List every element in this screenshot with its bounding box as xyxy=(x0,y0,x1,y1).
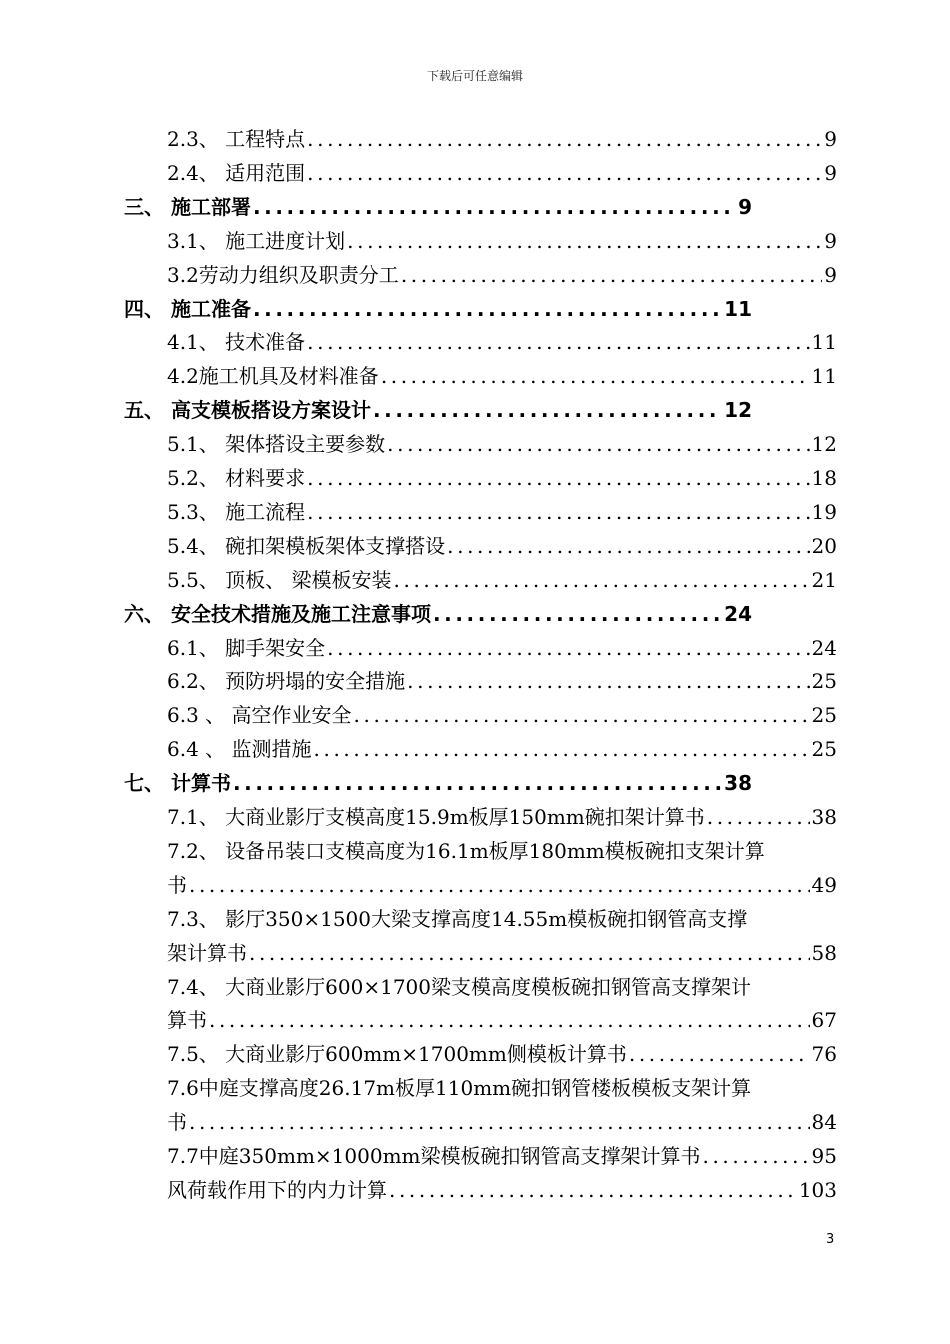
toc-leader-dots xyxy=(209,1005,810,1035)
toc-entry-page: 9 xyxy=(824,127,837,151)
toc-entry-page: 49 xyxy=(811,872,837,897)
toc-line xyxy=(124,294,752,324)
toc-leader-dots xyxy=(307,124,822,154)
toc-entry-label: 5.4、 碗扣架模板架体支撑搭设 xyxy=(167,533,446,558)
toc-leader-dots xyxy=(189,870,810,900)
toc-leader-dots xyxy=(253,294,722,324)
toc-entry-label: 2.4、 适用范围 xyxy=(167,160,306,185)
toc-entry[interactable] xyxy=(0,1107,950,1141)
toc-line xyxy=(167,938,837,968)
toc-leader-dots xyxy=(354,700,810,730)
toc-line xyxy=(167,1073,837,1103)
toc-entry[interactable] xyxy=(0,633,950,667)
toc-entry-page: 11 xyxy=(724,296,752,321)
toc-leader-dots xyxy=(307,497,809,527)
toc-entry-page: 103 xyxy=(798,1177,837,1202)
toc-leader-dots xyxy=(447,531,809,561)
toc-line xyxy=(167,429,837,459)
toc-entry-label: 六、 安全技术措施及施工注意事项 xyxy=(124,601,431,626)
toc-entry-label: 书 xyxy=(167,872,187,897)
toc-entry-label: 4.2施工机具及材料准备 xyxy=(167,364,379,389)
toc-leader-dots xyxy=(389,1175,797,1205)
toc-entry-page: 18 xyxy=(811,466,837,490)
toc-entry-page: 19 xyxy=(811,499,837,524)
toc-line xyxy=(167,870,837,900)
toc-entry-page: 95 xyxy=(811,1144,837,1168)
toc-entry[interactable] xyxy=(0,700,950,734)
toc-line xyxy=(167,666,837,696)
toc-leader-dots xyxy=(307,327,809,357)
toc-entry[interactable] xyxy=(0,836,950,870)
toc-entry[interactable] xyxy=(0,463,950,497)
toc-line xyxy=(167,972,837,1002)
toc-entry[interactable] xyxy=(0,870,950,904)
toc-entry-label: 7.4、 大商业影厅600×1700梁支模高度模板碗扣钢管高支撑架计 xyxy=(167,974,751,999)
toc-entry-page: 25 xyxy=(811,703,837,728)
toc-entry[interactable] xyxy=(0,1005,950,1039)
toc-entry-label: 三、 施工部署 xyxy=(124,194,251,219)
toc-leader-dots xyxy=(189,1107,810,1137)
toc-entry[interactable] xyxy=(0,1039,950,1073)
toc-entry[interactable] xyxy=(0,1141,950,1175)
toc-line xyxy=(124,395,752,425)
page-number: 3 xyxy=(826,1232,835,1247)
toc-line xyxy=(167,226,837,256)
toc-entry-label: 五、 高支模板搭设方案设计 xyxy=(124,398,371,423)
toc-entry-page: 67 xyxy=(811,1008,837,1033)
toc-entry-label: 5.5、 顶板、 梁模板安装 xyxy=(167,567,392,592)
toc-entry-label: 6.2、 预防坍塌的安全措施 xyxy=(167,669,406,694)
toc-line xyxy=(167,158,837,188)
toc-entry-page: 76 xyxy=(811,1042,837,1067)
toc-line xyxy=(167,327,837,357)
toc-line xyxy=(167,497,837,527)
toc-line xyxy=(167,836,837,866)
toc-entry-label: 3.1、 施工进度计划 xyxy=(167,228,346,253)
toc-entry-label: 4.1、 技术准备 xyxy=(167,330,306,355)
page-header: 下载后可任意编辑 xyxy=(426,69,523,83)
toc-entry[interactable] xyxy=(0,734,950,768)
toc-leader-dots xyxy=(394,565,810,595)
toc-line xyxy=(167,802,837,832)
toc-entry-label: 5.3、 施工流程 xyxy=(167,499,306,524)
toc-line xyxy=(167,260,837,290)
toc-entry-page: 9 xyxy=(738,194,752,219)
toc-entry[interactable] xyxy=(0,768,950,802)
toc-leader-dots xyxy=(307,463,809,493)
toc-leader-dots xyxy=(233,768,722,798)
toc-leader-dots xyxy=(249,938,810,968)
toc-line xyxy=(167,1107,837,1137)
toc-entry-label: 7.7中庭350mm×1000mm梁模板碗扣钢管高支撑架计算书 xyxy=(167,1144,701,1168)
toc-entry[interactable] xyxy=(0,395,950,429)
toc-leader-dots xyxy=(327,633,809,663)
toc-line xyxy=(167,463,837,493)
toc-line xyxy=(124,599,752,629)
toc-line xyxy=(167,1175,837,1205)
toc-entry-page: 9 xyxy=(824,160,837,185)
toc-entry-page: 25 xyxy=(811,737,837,762)
toc-line xyxy=(167,700,837,730)
toc-entry[interactable] xyxy=(0,599,950,633)
toc-entry[interactable] xyxy=(0,361,950,395)
toc-entry-page: 24 xyxy=(724,601,752,626)
toc-entry-label: 七、 计算书 xyxy=(124,771,231,796)
toc-entry[interactable] xyxy=(0,565,950,599)
toc-entry-page: 25 xyxy=(811,669,837,694)
toc-entry-page: 21 xyxy=(811,567,837,592)
toc-entry-page: 11 xyxy=(811,330,837,355)
toc-line xyxy=(167,1005,837,1035)
toc-entry-label: 架计算书 xyxy=(167,940,247,965)
toc-line xyxy=(167,734,837,764)
toc-entry-label: 6.3 、 高空作业安全 xyxy=(167,703,352,728)
toc-entry[interactable] xyxy=(0,1073,950,1107)
toc-entry-label: 7.2、 设备吊装口支模高度为16.1m板厚180mm模板碗扣支架计算 xyxy=(167,838,765,863)
toc-entry-page: 20 xyxy=(811,533,837,558)
toc-leader-dots xyxy=(314,734,810,764)
toc-leader-dots xyxy=(401,260,822,290)
toc-entry-label: 7.6中庭支撑高度26.17m板厚110mm碗扣钢管楼板模板支架计算 xyxy=(167,1076,752,1101)
toc-entry-label: 5.2、 材料要求 xyxy=(167,466,306,490)
toc-line xyxy=(167,361,837,391)
toc-entry-label: 5.1、 架体搭设主要参数 xyxy=(167,432,386,457)
toc-entry[interactable] xyxy=(0,1175,950,1209)
toc-leader-dots xyxy=(381,361,810,391)
toc-entry[interactable] xyxy=(0,124,950,158)
toc-line xyxy=(167,531,837,561)
toc-entry-page: 38 xyxy=(724,771,752,796)
toc-entry-label: 7.5、 大商业影厅600mm×1700mm侧模板计算书 xyxy=(167,1042,627,1067)
toc-entry[interactable] xyxy=(0,260,950,294)
toc-leader-dots xyxy=(433,599,722,629)
toc-entry[interactable] xyxy=(0,158,950,192)
toc-leader-dots xyxy=(347,226,822,256)
toc-leader-dots xyxy=(307,158,822,188)
toc-entry[interactable] xyxy=(0,294,950,328)
toc-leader-dots xyxy=(373,395,722,425)
toc-entry-label: 书 xyxy=(167,1110,187,1135)
toc-entry[interactable] xyxy=(0,327,950,361)
toc-line xyxy=(124,192,752,222)
toc-entry[interactable] xyxy=(0,666,950,700)
toc-entry-page: 12 xyxy=(724,398,752,423)
toc-entry[interactable] xyxy=(0,531,950,565)
toc-entry-label: 算书 xyxy=(167,1008,207,1033)
toc-entry-page: 12 xyxy=(811,432,837,457)
toc-entry-page: 9 xyxy=(824,262,837,287)
toc-leader-dots xyxy=(387,429,809,459)
toc-entry[interactable] xyxy=(0,429,950,463)
toc-entry-page: 24 xyxy=(811,635,837,660)
toc-entry[interactable] xyxy=(0,497,950,531)
toc-leader-dots xyxy=(703,1141,810,1171)
toc-line xyxy=(167,633,837,663)
toc-entry-label: 7.1、 大商业影厅支模高度15.9m板厚150mm碗扣架计算书 xyxy=(167,805,705,829)
toc-entry-label: 3.2劳动力组织及职责分工 xyxy=(167,262,399,287)
toc-entry-label: 6.4 、 监测措施 xyxy=(167,737,312,762)
toc-line xyxy=(124,768,752,798)
toc-leader-dots xyxy=(707,802,810,832)
toc-line xyxy=(167,124,837,154)
toc-entry[interactable] xyxy=(0,972,950,1006)
toc-line xyxy=(167,565,837,595)
toc-entry-page: 84 xyxy=(811,1110,837,1135)
toc-entry-page: 9 xyxy=(824,228,837,253)
toc-entry-label: 2.3、 工程特点 xyxy=(167,127,306,151)
toc-entry-label: 7.3、 影厅350×1500大梁支撑高度14.55m模板碗扣钢管高支撑 xyxy=(167,906,748,931)
toc-entry[interactable] xyxy=(0,938,950,972)
toc-line xyxy=(167,1141,837,1171)
toc-line xyxy=(167,1039,837,1069)
toc-entry-label: 风荷载作用下的内力计算 xyxy=(167,1177,387,1202)
toc-entry-label: 6.1、 脚手架安全 xyxy=(167,635,326,660)
toc-entry-page: 11 xyxy=(811,364,837,389)
toc-entry[interactable] xyxy=(0,226,950,260)
toc-leader-dots xyxy=(629,1039,810,1069)
toc-entry-label: 四、 施工准备 xyxy=(124,296,251,321)
toc-leader-dots xyxy=(253,192,736,222)
toc-entry[interactable] xyxy=(0,802,950,836)
toc-entry[interactable] xyxy=(0,904,950,938)
toc-leader-dots xyxy=(407,666,809,696)
toc-entry-page: 58 xyxy=(811,940,837,965)
toc-entry[interactable] xyxy=(0,192,950,226)
toc-entry-page: 38 xyxy=(811,805,837,829)
toc-line xyxy=(167,904,837,934)
